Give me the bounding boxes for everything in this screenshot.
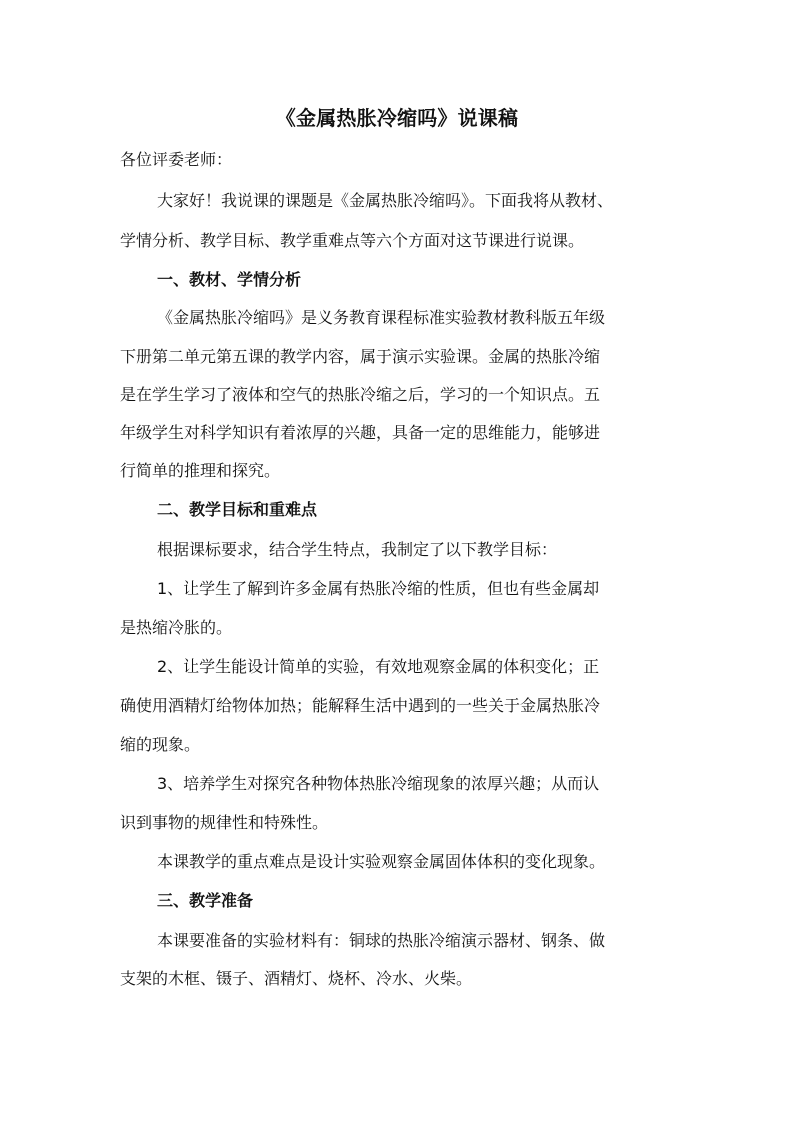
greeting-line: 各位评委老师： — [120, 150, 233, 169]
objective-1-line-1: 1、让学生了解到许多金属有热胀冷缩的性质，但也有些金属却 — [157, 579, 600, 598]
objective-3-line-2: 识到事物的规律性和特殊性。 — [120, 813, 329, 832]
paragraph-line: 年级学生对科学知识有着浓厚的兴趣，具备一定的思维能力，能够进 — [120, 423, 601, 442]
objective-2-line-3: 缩的现象。 — [120, 735, 201, 754]
materials-line-2: 支架的木框、镊子、酒精灯、烧杯、冷水、火柴。 — [120, 969, 473, 988]
paragraph-line: 根据课标要求，结合学生特点，我制定了以下教学目标： — [157, 540, 558, 559]
section-heading-3: 三、教学准备 — [157, 891, 254, 910]
paragraph-line: 是在学生学习了液体和空气的热胀冷缩之后，学习的一个知识点。五 — [120, 385, 601, 404]
section-heading-2: 二、教学目标和重难点 — [157, 500, 318, 519]
section-heading-1: 一、教材、学情分析 — [157, 270, 302, 289]
materials-line-1: 本课要准备的实验材料有：铜球的热胀冷缩演示器材、钢条、做 — [157, 931, 606, 950]
objective-2-line-1: 2、让学生能设计简单的实验，有效地观察金属的体积变化；正 — [157, 657, 600, 676]
paragraph-line: 《金属热胀冷缩吗》是义务教育课程标准实验教材教科版五年级 — [157, 308, 606, 327]
objective-2-line-2: 确使用酒精灯给物体加热；能解释生活中遇到的一些关于金属热胀冷 — [120, 696, 601, 715]
intro-line-2: 学情分析、教学目标、教学重难点等六个方面对这节课进行说课。 — [120, 231, 585, 250]
paragraph-line: 行简单的推理和探究。 — [120, 461, 281, 480]
objective-3-line-1: 3、培养学生对探究各种物体热胀冷缩现象的浓厚兴趣；从而认 — [157, 774, 600, 793]
intro-line-1: 大家好！我说课的课题是《金属热胀冷缩吗》。下面我将从教材、 — [157, 191, 614, 210]
key-difficulty-line: 本课教学的重点难点是设计实验观察金属固体体积的变化现象。 — [157, 852, 606, 871]
document-title: 《金属热胀冷缩吗》说课稿 — [275, 106, 519, 130]
paragraph-line: 下册第二单元第五课的教学内容，属于演示实验课。金属的热胀冷缩 — [120, 347, 601, 366]
objective-1-line-2: 是热缩冷胀的。 — [120, 618, 233, 637]
